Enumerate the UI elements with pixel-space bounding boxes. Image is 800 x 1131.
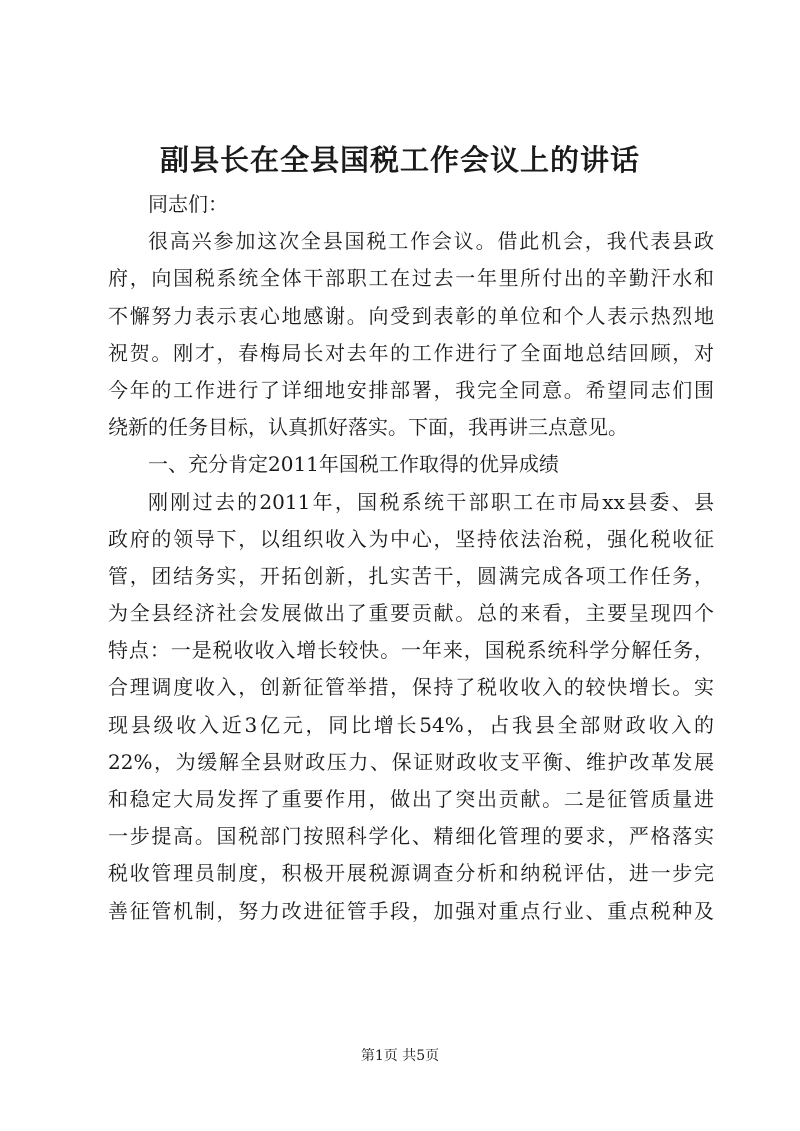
paragraph-line: 特点：一是税收收入增长较快。一年来，国税系统科学分解任务， xyxy=(108,638,714,663)
document-title: 副县长在全县国税工作会议上的讲话 xyxy=(159,143,640,177)
paragraph-line: 现县级收入近3亿元，同比增长54%，占我县全部财政收入的 xyxy=(108,712,714,737)
paragraph-line: 一步提高。国税部门按照科学化、精细化管理的要求，严格落实 xyxy=(108,824,714,849)
paragraph-line: 绕新的任务目标，认真抓好落实。下面，我再讲三点意见。 xyxy=(108,415,628,440)
paragraph-line: 很高兴参加这次全县国税工作会议。借此机会，我代表县政 xyxy=(148,229,714,254)
paragraph-line: 政府的领导下，以组织收入为中心，坚持依法治税，强化税收征 xyxy=(108,526,714,551)
paragraph-line: 善征管机制，努力改进征管手段，加强对重点行业、重点税种及 xyxy=(108,898,714,923)
section-heading: 一、充分肯定2011年国税工作取得的优异成绩 xyxy=(148,452,559,477)
paragraph-line: 不懈努力表示衷心地感谢。向受到表彰的单位和个人表示热烈地 xyxy=(108,303,714,328)
paragraph-line: 为全县经济社会发展做出了重要贡献。总的来看，主要呈现四个 xyxy=(108,601,714,626)
paragraph-line: 刚刚过去的2011年，国税系统干部职工在市局xx县委、县 xyxy=(148,489,714,514)
salutation-line: 同志们： xyxy=(148,192,228,216)
document-body xyxy=(108,186,714,930)
paragraph-line: 22%，为缓解全县财政压力、保证财政收支平衡、维护改革发展 xyxy=(108,749,714,774)
paragraph-line: 税收管理员制度，积极开展税源调查分析和纳税评估，进一步完 xyxy=(108,861,714,886)
paragraph-line: 今年的工作进行了详细地安排部署，我完全同意。希望同志们围 xyxy=(108,377,714,402)
paragraph-line: 管，团结务实，开拓创新，扎实苦干，圆满完成各项工作任务， xyxy=(108,563,714,588)
paragraph-line: 和稳定大局发挥了重要作用，做出了突出贡献。二是征管质量进 xyxy=(108,787,714,811)
page-number: 第1页 共5页 xyxy=(360,1048,440,1064)
paragraph-line: 祝贺。刚才，春梅局长对去年的工作进行了全面地总结回顾，对 xyxy=(108,340,714,365)
paragraph-line: 府，向国税系统全体干部职工在过去一年里所付出的辛勤汗水和 xyxy=(108,266,714,291)
paragraph-line: 合理调度收入，创新征管举措，保持了税收收入的较快增长。实 xyxy=(108,675,714,700)
